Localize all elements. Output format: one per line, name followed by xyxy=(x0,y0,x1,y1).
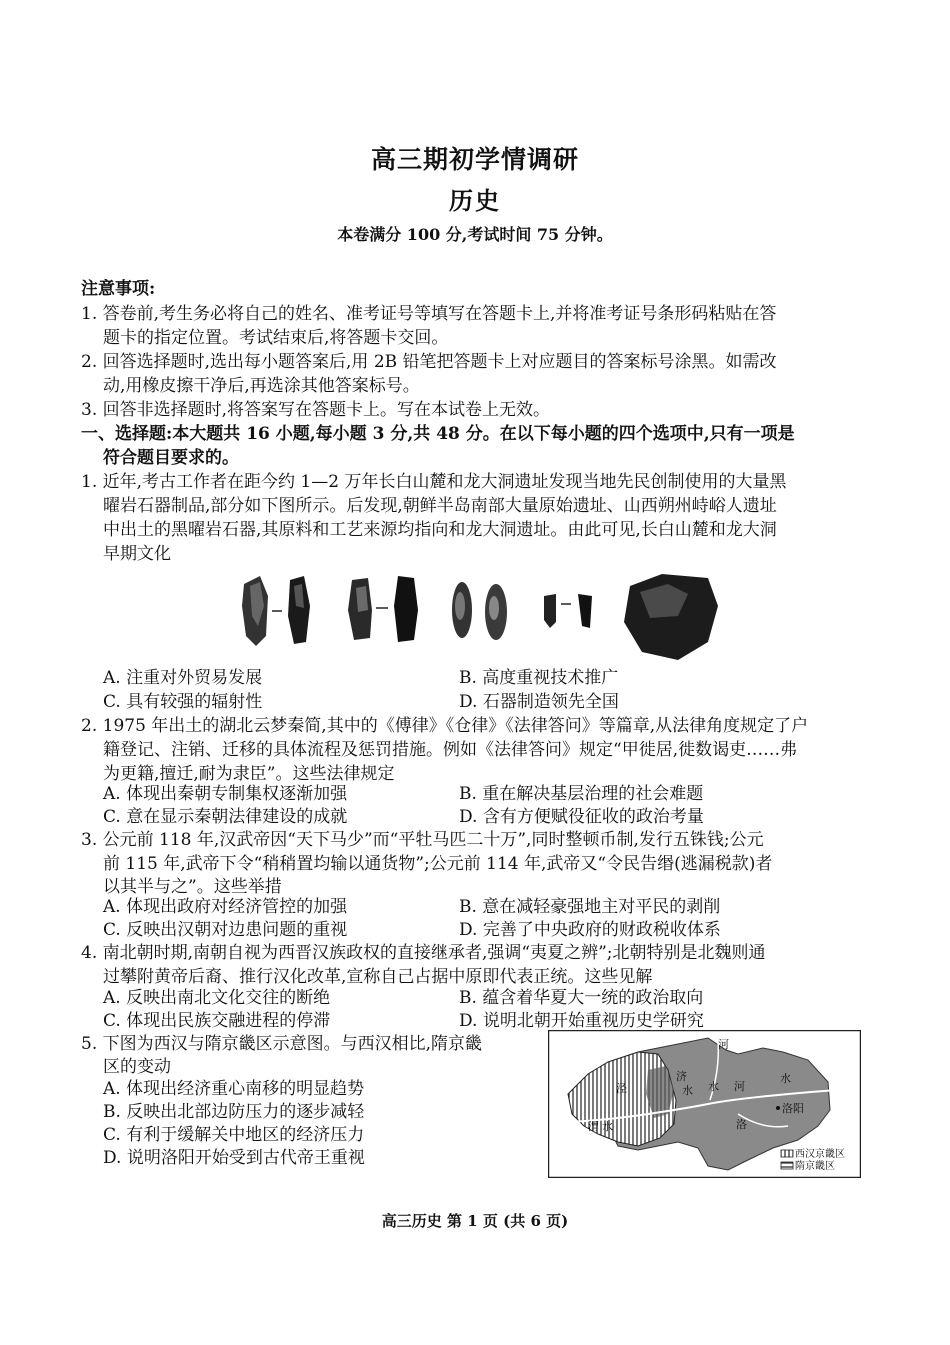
question-5-stem: 区的变动 xyxy=(103,1057,171,1077)
question-1-stem: 曜岩石器制品,部分如下图所示。后发现,朝鲜半岛南部大量原始遗址、山西朔州峙峪人遗址 xyxy=(103,496,777,516)
notice-line: 动,用橡皮擦干净后,再选涂其他答案标号。 xyxy=(103,376,420,396)
option-c: C. 具有较强的辐射性 xyxy=(103,692,263,712)
option-b: B. 意在减轻豪强地主对平民的剥削 xyxy=(459,897,721,917)
question-1-stem: 1. 近年,考古工作者在距今约 1—2 万年长白山麓和龙大洞遗址发现当地先民创制使用的大量黑 xyxy=(81,472,787,492)
option-d: D. 含有方便赋役征收的政治考量 xyxy=(459,807,704,827)
notice-line: 题卡的指定位置。考试结束后,将答题卡交回。 xyxy=(103,328,449,348)
obsidian-artifacts-image xyxy=(238,566,728,666)
question-4-stem: 过攀附黄帝后裔、推行汉化改革,宣称自己占据中原即代表正统。这些见解 xyxy=(103,967,653,987)
map-label-wei: 渭 xyxy=(588,1120,599,1133)
option-d: D. 说明洛阳开始受到古代帝王重视 xyxy=(103,1148,365,1168)
notice-line: 1. 答卷前,考生务必将自己的姓名、准考证号等填写在答题卡上,并将准考证号条形码粘贴在答 xyxy=(81,304,777,324)
map-label-jing: 泾 xyxy=(616,1082,627,1095)
map-label-shui-3: 水 xyxy=(602,1120,613,1133)
option-d: D. 石器制造领先全国 xyxy=(459,692,619,712)
question-2-stem: 籍登记、注销、迁移的具体流程及惩罚措施。例如《法律答问》规定“甲徙居,徙数谒吏……弗 xyxy=(103,740,798,760)
exam-title: 高三期初学情调研 xyxy=(370,145,579,174)
option-c: C. 有利于缓解关中地区的经济压力 xyxy=(103,1125,365,1145)
section-heading-cont: 符合题目要求的。 xyxy=(103,448,239,468)
map-label-he-mid: 河 xyxy=(734,1080,745,1093)
map-label-luo: 洛 xyxy=(736,1118,747,1131)
option-c: C. 反映出汉朝对边患问题的重视 xyxy=(103,920,348,940)
option-b: B. 重在解决基层治理的社会难题 xyxy=(459,784,704,804)
notice-line: 3. 回答非选择题时,将答案写在答题卡上。写在本试卷上无效。 xyxy=(81,400,551,420)
option-c: C. 意在显示秦朝法律建设的成就 xyxy=(103,807,348,827)
map-legend-sui: 隋京畿区 xyxy=(795,1161,835,1172)
question-3-stem: 3. 公元前 118 年,汉武帝因“天下马少”而“平牡马匹二十万”,同时整顿币制,发行五铢钱;公元 xyxy=(81,830,764,850)
question-2-stem: 为更籍,擅迁,耐为隶臣”。这些法律规定 xyxy=(103,764,395,784)
question-1-stem: 中出土的黑曜岩石器,其原料和工艺来源均指向和龙大洞遗址。由此可见,长白山麓和龙大洞 xyxy=(103,520,777,540)
option-b: B. 蕴含着华夏大一统的政治取向 xyxy=(459,988,704,1008)
question-1-stem: 早期文化 xyxy=(103,544,171,564)
option-a: A. 注重对外贸易发展 xyxy=(103,668,263,688)
option-b: B. 高度重视技术推广 xyxy=(459,668,619,688)
option-a: A. 体现出秦朝专制集权逐渐加强 xyxy=(103,784,348,804)
question-2-stem: 2. 1975 年出土的湖北云梦秦简,其中的《傅律》《仓律》《法律答问》等篇章,从法律角度规定了户 xyxy=(81,716,809,736)
map-label-he-top: 河 xyxy=(718,1038,729,1051)
capital-region-map xyxy=(548,1030,861,1178)
option-a: A. 体现出经济重心南移的明显趋势 xyxy=(103,1079,365,1099)
option-a: A. 反映出南北文化交往的断绝 xyxy=(103,988,331,1008)
notice-line: 2. 回答选择题时,选出每小题答案后,用 2B 铅笔把答题卡上对应题目的答案标号涂黑。如需改 xyxy=(81,352,777,372)
option-b: B. 反映出北部边防压力的逐步减轻 xyxy=(103,1102,365,1122)
section-heading: 一、选择题:本大题共 16 小题,每小题 3 分,共 48 分。在以下每小题的四个选项中,只有一项是 xyxy=(81,424,795,444)
map-label-ji: 济 xyxy=(676,1070,687,1083)
option-c: C. 体现出民族交融进程的停滞 xyxy=(103,1011,331,1031)
notice-heading: 注意事项: xyxy=(81,279,156,299)
question-4-stem: 4. 南北朝时期,南朝自视为西晋汉族政权的直接继承者,强调“夷夏之辨”;北朝特别是北魏则通 xyxy=(81,943,766,963)
question-3-stem: 以其半与之”。这些举措 xyxy=(103,877,282,897)
map-label-shui-4: 水 xyxy=(780,1072,791,1085)
option-d: D. 完善了中央政府的财政税收体系 xyxy=(459,920,721,940)
question-3-stem: 前 115 年,武帝下令“稍稍置均输以通货物”;公元前 114 年,武帝又“令民告缗(逃漏税款)者 xyxy=(103,854,773,874)
question-5-stem: 5. 下图为西汉与隋京畿区示意图。与西汉相比,隋京畿 xyxy=(81,1034,483,1054)
option-d: D. 说明北朝开始重视历史学研究 xyxy=(459,1011,704,1031)
page-footer: 高三历史 第 1 页 (共 6 页) xyxy=(381,1212,569,1230)
map-legend-western-han: 西汉京畿区 xyxy=(795,1149,845,1160)
map-label-luoyang: 洛阳 xyxy=(782,1102,804,1115)
map-label-shui-2: 水 xyxy=(708,1080,719,1093)
map-label-shui-1: 水 xyxy=(682,1084,693,1097)
subject-title: 历史 xyxy=(449,186,501,215)
exam-note: 本卷满分 100 分,考试时间 75 分钟。 xyxy=(337,225,613,244)
option-a: A. 体现出政府对经济管控的加强 xyxy=(103,897,348,917)
